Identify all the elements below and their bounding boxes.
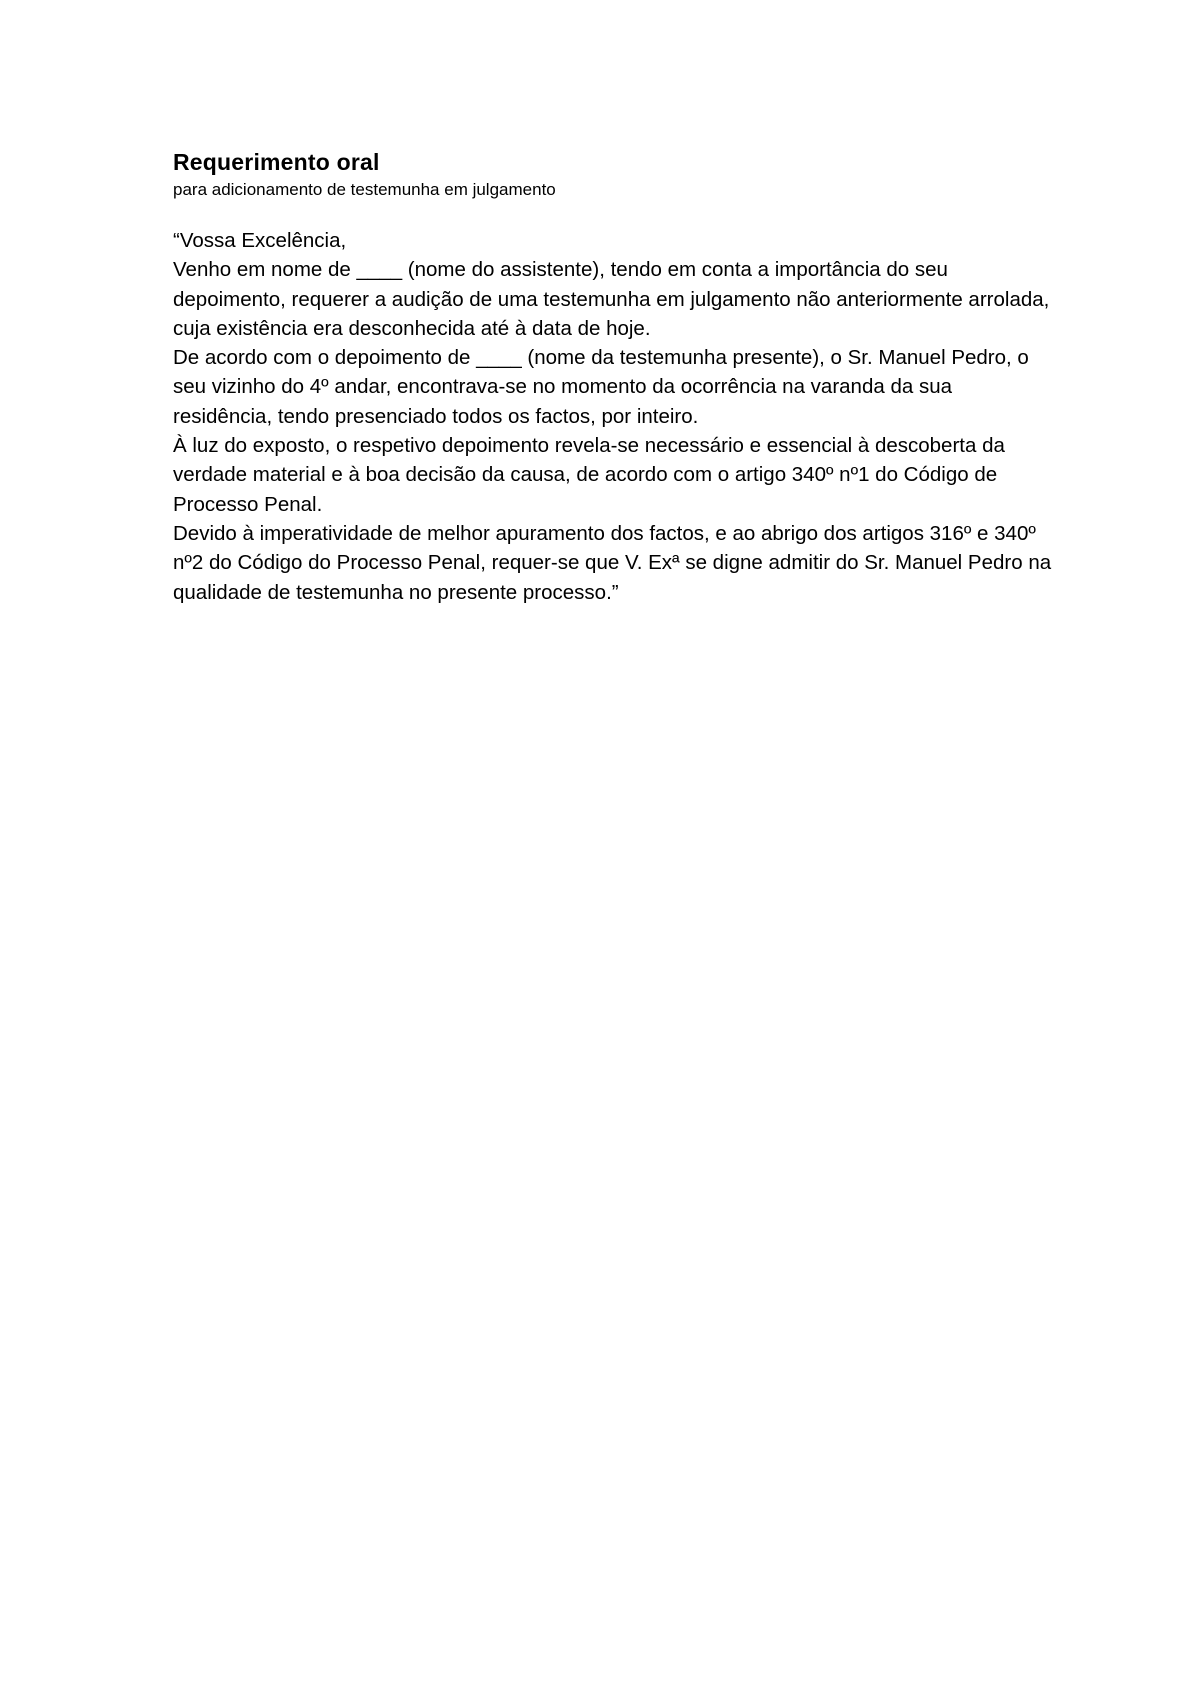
salutation-paragraph: “Vossa Excelência, bbox=[173, 229, 347, 252]
body-paragraph: Venho em nome de ____ (nome do assistente), tendo em conta a importância do seu depoimento, requerer a audição de uma testemunha em julgamento não anteriormente arrolada, cuja existência era desconhecida até à data de hoje. bbox=[173, 258, 1050, 340]
closing-paragraph: Devido à imperatividade de melhor apuramento dos factos, e ao abrigo dos artigos 316º e 340º nº2 do Código do Processo Penal, requer-se que V. Exª se digne admitir do Sr. Manuel Pedro na qualidade de testemunha no presente processo.” bbox=[173, 521, 1052, 604]
document-body bbox=[173, 226, 1053, 607]
document-title: Requerimento oral bbox=[173, 149, 380, 175]
body-paragraph: À luz do exposto, o respetivo depoimento revela-se necessário e essencial à descoberta da verdade material e à boa decisão da causa, de acordo com o artigo 340º nº1 do Código de Processo Penal. bbox=[173, 434, 1005, 516]
document-subtitle: para adicionamento de testemunha em julgamento bbox=[173, 180, 556, 199]
document-content bbox=[173, 148, 1053, 607]
body-paragraph: De acordo com o depoimento de ____ (nome da testemunha presente), o Sr. Manuel Pedro, o seu vizinho do 4º andar, encontrava-se no momento da ocorrência na varanda da sua residência, tendo presenciado todos os factos, por inteiro. bbox=[173, 346, 1029, 428]
